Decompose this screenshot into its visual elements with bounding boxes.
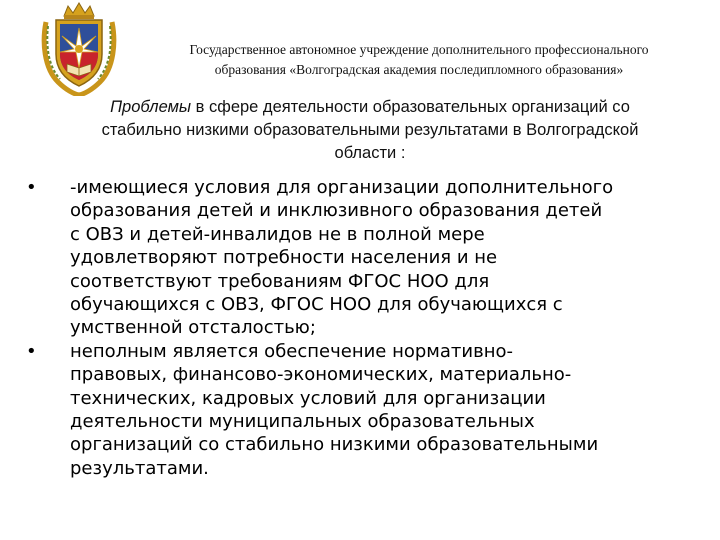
bullet-1-line-2: образования детей и инклюзивного образования детей <box>70 200 603 222</box>
bullet-1-line-3: с ОВЗ и детей-инвалидов не в полной мере <box>70 223 485 245</box>
bullet-2-line-5: организаций со стабильно низкими образовательными <box>70 434 599 456</box>
slide-title-line-2: стабильно низкими образовательными результатами в Волгоградской <box>101 121 639 139</box>
bullet-1-line-6: обучающихся с ОВЗ, ФГОС НОО для обучающихся с <box>70 294 563 316</box>
bullet-marker: • <box>26 340 37 362</box>
slide-title <box>40 96 700 165</box>
bullet-1-line-7: умственной отсталостью; <box>70 317 316 339</box>
bullet-item-1 <box>26 176 706 340</box>
coat-of-arms-icon <box>40 2 118 96</box>
bullet-marker: • <box>26 177 37 198</box>
slide-title-italic-word: Проблемы <box>110 98 192 116</box>
slide-title-line-1 <box>40 96 700 119</box>
bullet-1-line-1: -имеющиеся условия для организации дополнительного <box>70 177 614 198</box>
bullet-1-line-4: удовлетворяют потребности населения и не <box>70 247 498 269</box>
organization-name-line-2: образования «Волгоградская академия последипломного образования» <box>214 62 624 77</box>
bullet-1-line-5: соответствуют требованиям ФГОС НОО для <box>70 270 490 292</box>
bullet-2-line-3: технических, кадровых условий для организации <box>70 387 546 409</box>
slide-title-line-3: области : <box>334 144 406 162</box>
organization-name-line-1: Государственное автономное учреждение дополнительного профессионального <box>189 42 649 57</box>
slide-title-line-1-rest: в сфере деятельности образовательных организаций со <box>191 98 630 116</box>
bullet-2-line-2: правовых, финансово-экономических, материально- <box>70 364 572 386</box>
bullet-2-line-6: результатами. <box>70 457 209 479</box>
organization-name <box>130 40 708 80</box>
bullet-list <box>26 176 706 480</box>
bullet-2-line-1: неполным является обеспечение нормативно- <box>70 340 513 362</box>
bullet-item-2 <box>26 340 706 480</box>
bullet-2-line-4: деятельности муниципальных образовательных <box>70 411 535 433</box>
